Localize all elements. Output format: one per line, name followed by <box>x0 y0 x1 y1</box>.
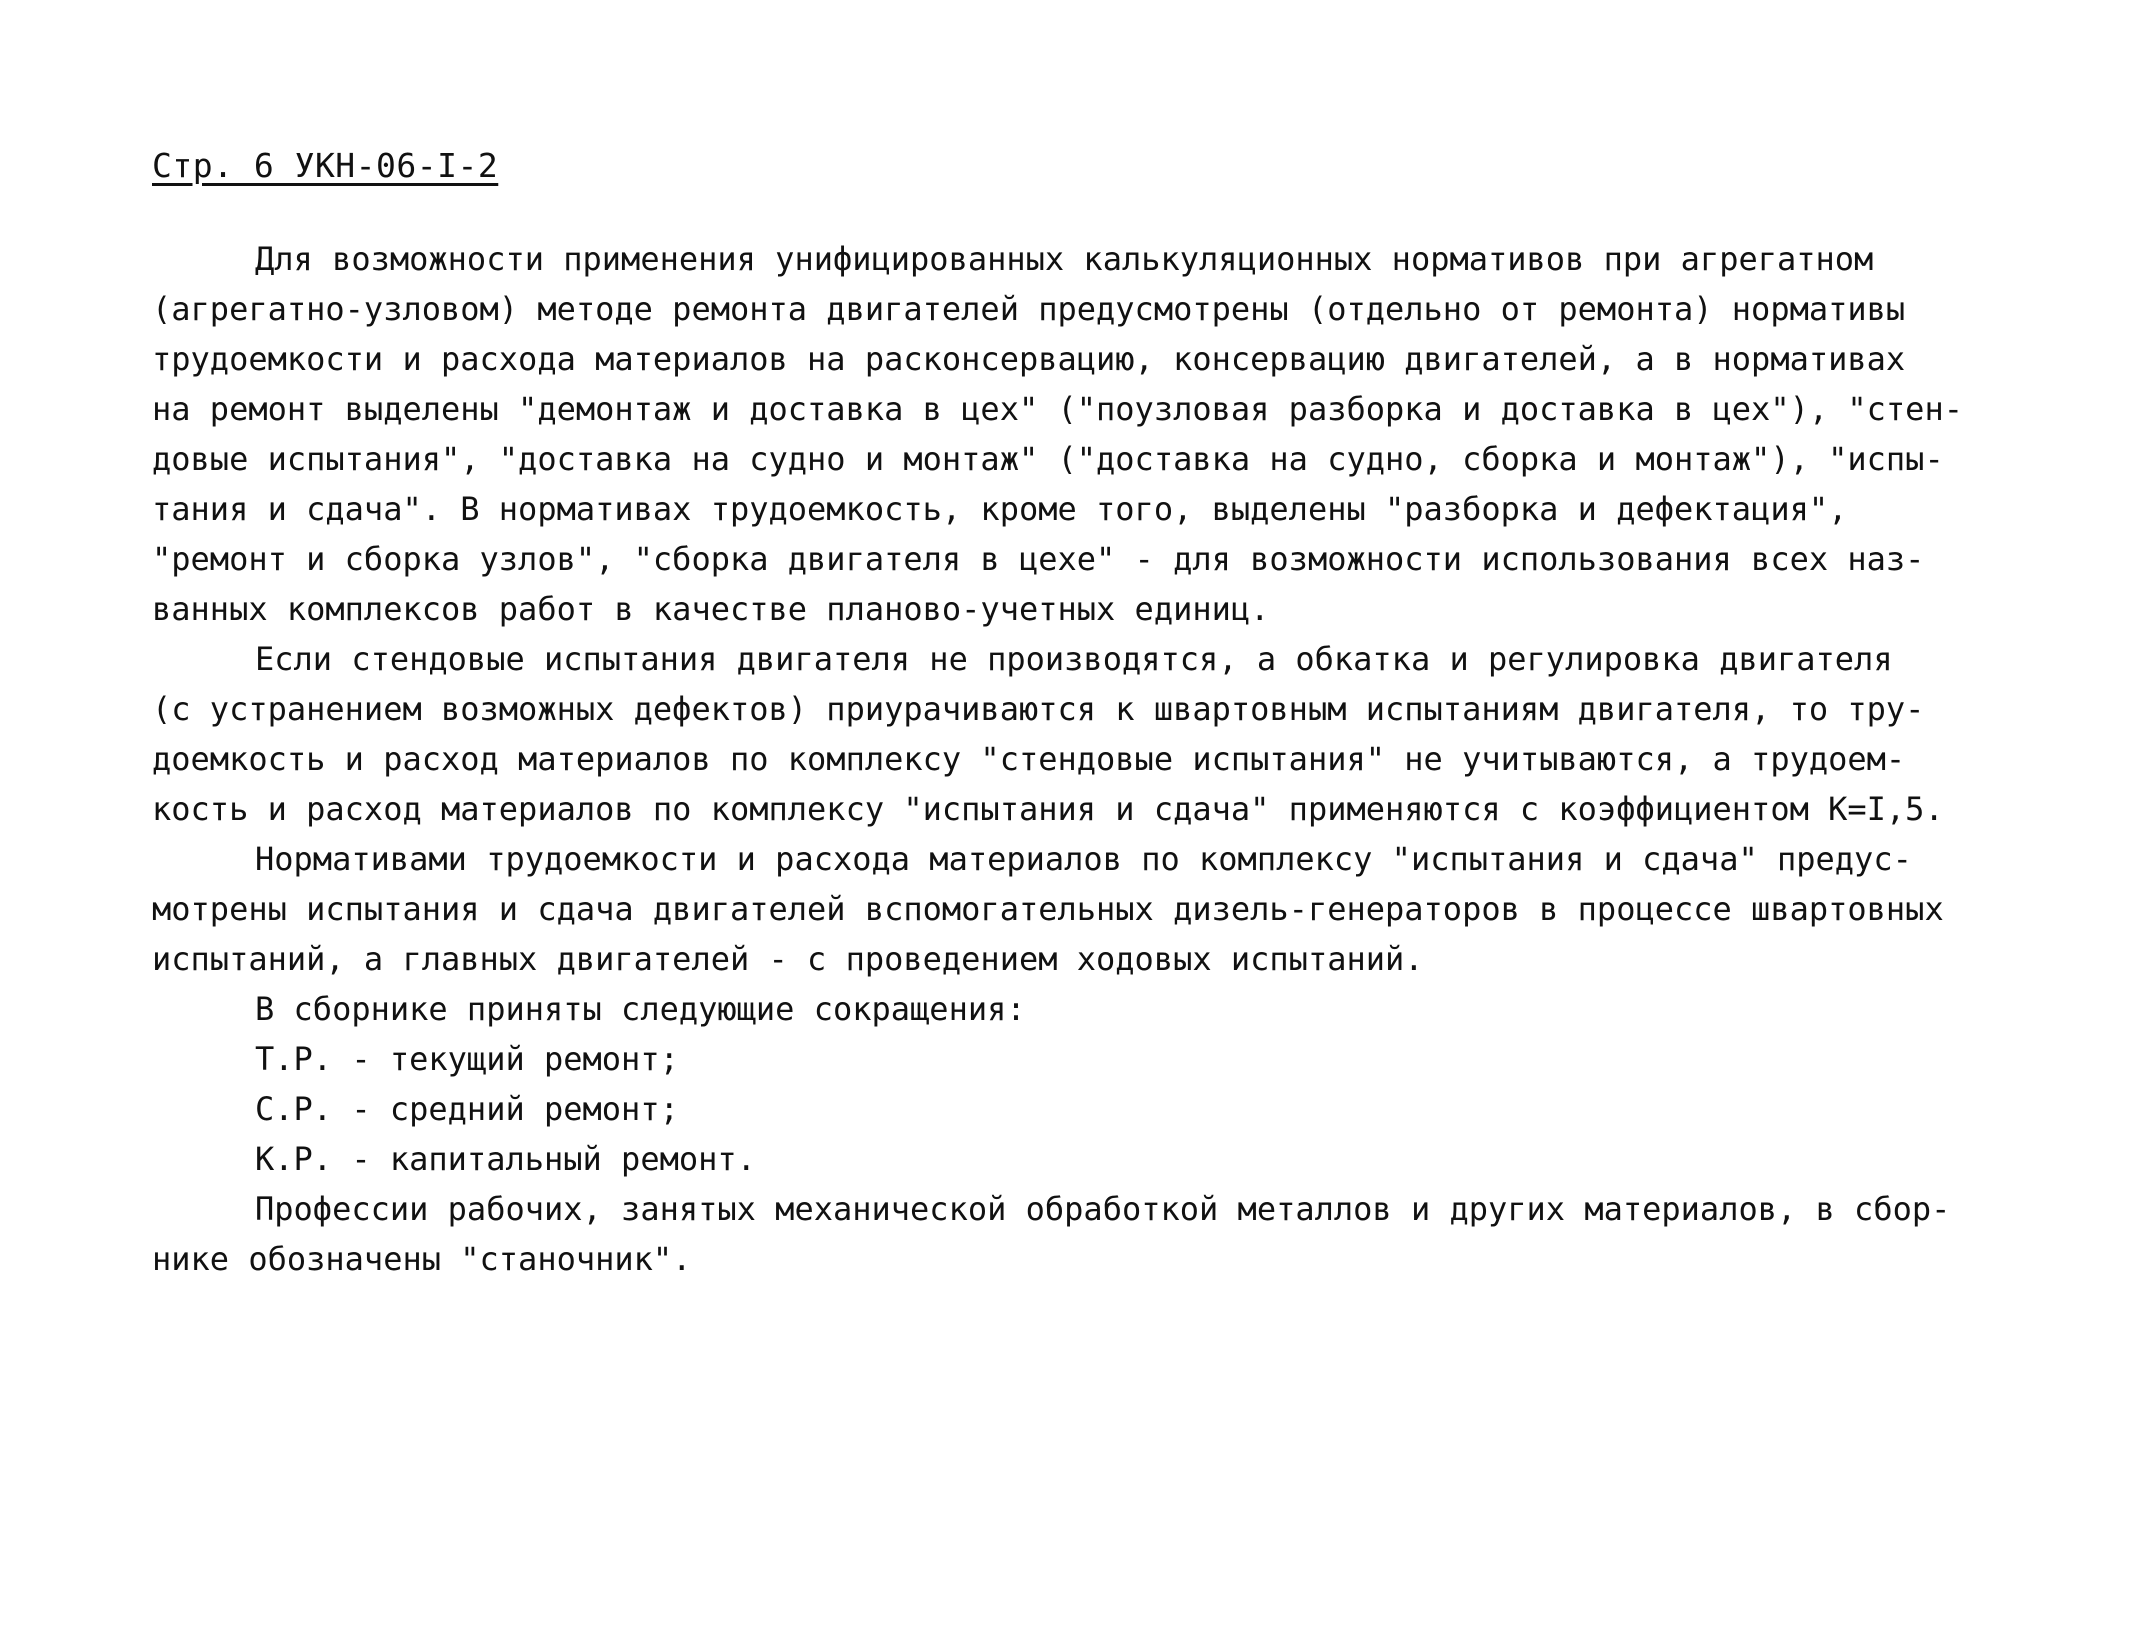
text-line: испытаний, а главных двигателей - с проведением ходовых испытаний. <box>152 940 1424 978</box>
text-line: Профессии рабочих, занятых механической обработкой металлов и других материалов, в сбор- <box>255 1190 1951 1228</box>
text-line: "ремонт и сборка узлов", "сборка двигателя в цехе" - для возможности использования всех наз- <box>152 540 1925 578</box>
text-line: тания и сдача". В нормативах трудоемкость, кроме того, выделены "разборка и дефектация", <box>152 490 1848 528</box>
text-line: довые испытания", "доставка на судно и монтаж" ("доставка на судно, сборка и монтаж"), "испы- <box>152 440 1944 478</box>
text-line: Нормативами трудоемкости и расхода материалов по комплексу "испытания и сдача" предус- <box>255 840 1912 878</box>
text-line: доемкость и расход материалов по комплексу "стендовые испытания" не учитываются, а трудоем- <box>152 740 1906 778</box>
text-line: Т.Р. - текущий ремонт; <box>255 1040 679 1078</box>
text-line: (агрегатно-узловом) методе ремонта двигателей предусмотрены (отдельно от ремонта) нормативы <box>152 290 1906 328</box>
text-line: Для возможности применения унифицированных калькуляционных нормативов при агрегатном <box>255 240 1874 278</box>
text-line: нике обозначены "станочник". <box>152 1240 692 1278</box>
text-line: ванных комплексов работ в качестве планово-учетных единиц. <box>152 590 1270 628</box>
text-line: трудоемкости и расхода материалов на расконсервацию, консервацию двигателей, а в нормативах <box>152 340 1906 378</box>
page-header: Стр. 6 УКН-06-I-2 <box>152 146 499 185</box>
text-line: В сборнике приняты следующие сокращения: <box>255 990 1026 1028</box>
text-line: на ремонт выделены "демонтаж и доставка в цех" ("поузловая разборка и доставка в цех"), "стен- <box>152 390 1963 428</box>
text-line: кость и расход материалов по комплексу "испытания и сдача" применяются с коэффициентом К=I,5. <box>152 790 1944 828</box>
text-line: Если стендовые испытания двигателя не производятся, а обкатка и регулировка двигателя <box>255 640 1893 678</box>
text-line: мотрены испытания и сдача двигателей вспомогательных дизель-генераторов в процессе швартовных <box>152 890 1944 928</box>
text-line: К.Р. - капитальный ремонт. <box>255 1140 756 1178</box>
text-line: (с устранением возможных дефектов) приурачиваются к швартовным испытаниям двигателя, то тру- <box>152 690 1925 728</box>
text-line: С.Р. - средний ремонт; <box>255 1090 679 1128</box>
